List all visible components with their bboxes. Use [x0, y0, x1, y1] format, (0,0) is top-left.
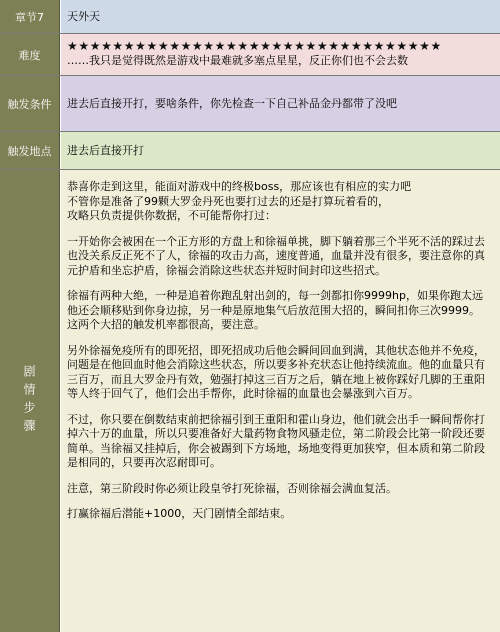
chapter-label: 章节7 [0, 0, 60, 33]
plot-row [0, 170, 500, 632]
plot-paragraph: 恭喜你走到这里，能面对游戏中的终极boss，那应该也有相应的实力吧 不管你是准备了99颗大罗金丹死也要打过去的还是打算玩着看的， 攻略只负责提供你数据，不可能帮你打过： [67, 180, 412, 222]
difficulty-stars: ★★★★★★★★★★★★★★★★★★★★★★★★★★★★★★★★★ [67, 39, 442, 53]
chapter-value-cell [61, 0, 500, 33]
location-value: 进去后直接开打 [67, 143, 144, 157]
difficulty-label: 难度 [0, 34, 60, 75]
plot-paragraph: 注意，第三阶段时你必须让段皇爷打死徐福，否则徐福会满血复活。 [67, 481, 397, 495]
location-label: 触发地点 [0, 132, 60, 169]
plot-paragraph: 徐福有两种大绝，一种是追着你跑乱射出剑的，每一剑都扣你9999hp，如果你跑太远他还会顺移贴到你身边掠，另一种是原地集气后放范围大招的，瞬间扣你三次9999。这两个大招的触发机率都很高，要注意。 [67, 289, 483, 331]
difficulty-row [0, 34, 500, 76]
difficulty-value-cell [61, 34, 500, 75]
chapter-row [0, 0, 500, 34]
plot-paragraph: 打赢徐福后潜能+1000，天门剧情全部结束。 [67, 507, 292, 520]
trigger-value-cell [61, 76, 500, 131]
location-value-cell [61, 132, 500, 169]
plot-paragraph: 一开始你会被困在一个正方形的方盘上和徐福单挑，脚下躺着那三个半死不活的踩过去也没关系反正死不了人，徐福的攻击力高，速度普通，血量并没有很多，要注意你的真元护盾和坐忘护盾，徐福会消除这些状态并短时间封印这些招式。 [67, 234, 485, 277]
difficulty-note: ……我只是觉得既然是游戏中最难就多塞点星星，反正你们也不会去数 [67, 54, 408, 67]
plot-label: 剧情步骤 [0, 170, 60, 632]
trigger-row [0, 76, 500, 132]
trigger-label: 触发条件 [0, 76, 60, 131]
trigger-value: 进去后直接开打，要啥条件，你先检查一下自己补品金丹都带了没吧 [67, 96, 397, 110]
plot-paragraph: 不过，你只要在倒数结束前把徐福引到王重阳和霍山身边，他们就会出手一瞬间帮你打掉六十万的血量，所以只要准备好大量药物食物风骚走位，第二阶段会比第一阶段还要简单。当徐福又挂掉后，你会被踢到下方场地，场地变得更加狭窄，但本质和第二阶段是相同的，只要再次忍耐即可。 [67, 412, 485, 469]
plot-paragraph: 另外徐福免疫所有的即死招，即死招成功后他会瞬间回血到满，其他状态他并不免疫，问题是在他回血时他会消除这些状态，所以要多补充状态让他持续流血。他的血量只有三百万，而且大罗金丹有效，勉强打掉这三百万之后，躺在地上被你踩好几脚的王重阳等人终于回气了，他们会出手帮你，此时徐福的血量也会暴涨到六百万。 [67, 343, 485, 400]
chapter-value: 天外天 [67, 9, 100, 23]
plot-content-cell [61, 170, 500, 632]
location-row [0, 132, 500, 170]
